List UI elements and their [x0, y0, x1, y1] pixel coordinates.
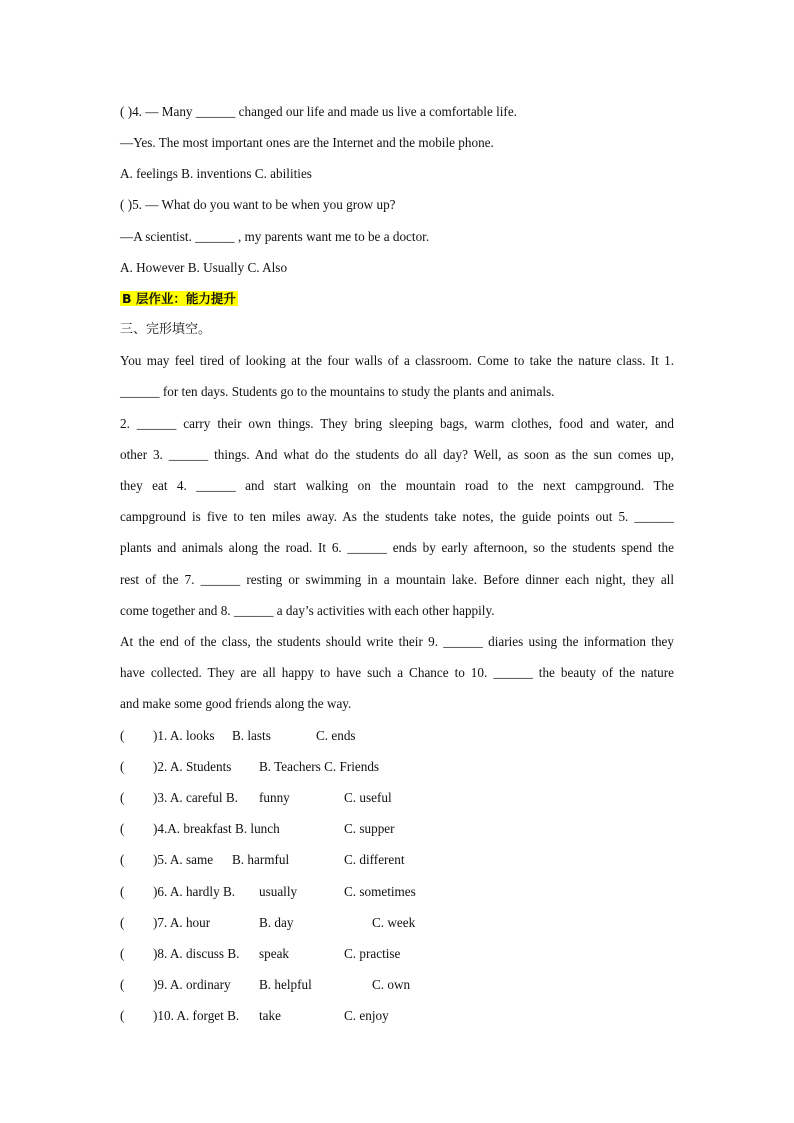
answer-paren: (	[120, 821, 125, 836]
answer-paren: (	[120, 790, 125, 805]
option-c: C. enjoy	[344, 1008, 389, 1023]
passage-line: 2. ______ carry their own things. They bring sleeping bags, warm clothes, food and water, and	[120, 416, 674, 431]
passage-line: other 3. ______ things. And what do the students do all day? Well, as soon as the sun comes up,	[120, 447, 674, 462]
answer-paren: (	[120, 759, 125, 774]
question-number-option-a: )6. A. hardly B.	[153, 884, 236, 899]
option-b: B. harmful	[232, 852, 290, 867]
question-number-option-a: )9. A. ordinary	[153, 977, 231, 992]
question-number-option-a: )8. A. discuss B.	[153, 946, 240, 961]
passage-line: they eat 4. ______ and start walking on the mountain road to the next campground. The	[120, 478, 674, 493]
question-number-option-a: )7. A. hour	[153, 915, 211, 930]
level-b-heading	[120, 291, 238, 307]
passage-line: You may feel tired of looking at the four walls of a classroom. Come to take the nature class. It 1.	[120, 353, 674, 368]
option-c: C. practise	[344, 946, 401, 961]
option-c: C. useful	[344, 790, 392, 805]
option-b: B. lasts	[232, 728, 271, 743]
option-c: C. sometimes	[344, 884, 416, 899]
question-number-option-a: )2. A. Students	[153, 759, 232, 774]
passage-line: rest of the 7. ______ resting or swimming in a mountain lake. Before dinner each night, they all	[120, 572, 674, 587]
q5-reply: —A scientist. ______ , my parents want me to be a doctor.	[120, 229, 430, 244]
option-b: usually	[259, 884, 298, 899]
question-number-option-a: )5. A. same	[153, 852, 214, 867]
q5-options: A. However B. Usually C. Also	[120, 260, 288, 275]
answer-paren: (	[120, 728, 125, 743]
q5-question: ( )5. — What do you want to be when you grow up?	[120, 197, 396, 212]
passage-line: campground is five to ten miles away. As the students take notes, the guide points out 5. ______	[120, 509, 674, 524]
answer-paren: (	[120, 884, 125, 899]
passage-line: come together and 8. ______ a day’s activities with each other happily.	[120, 603, 495, 618]
option-c: C. supper	[344, 821, 395, 836]
q4-options: A. feelings B. inventions C. abilities	[120, 166, 312, 181]
option-c: C. different	[344, 852, 405, 867]
option-b: B. Teachers C. Friends	[259, 759, 380, 774]
highlighted-heading: B 层作业：能力提升	[122, 291, 236, 306]
question-number-option-a: )1. A. looks	[153, 728, 215, 743]
passage-line: At the end of the class, the students should write their 9. ______ diaries using the information they	[120, 634, 674, 649]
q4-question: ( )4. — Many ______ changed our life and made us live a comfortable life.	[120, 104, 517, 119]
answer-paren: (	[120, 915, 125, 930]
passage-line: and make some good friends along the way.	[120, 696, 352, 711]
question-number-option-a: )10. A. forget B.	[153, 1008, 240, 1023]
option-b: take	[259, 1008, 281, 1023]
answer-paren: (	[120, 977, 125, 992]
answer-paren: (	[120, 1008, 125, 1023]
passage-line: ______ for ten days. Students go to the mountains to study the plants and animals.	[120, 384, 555, 399]
passage-line: plants and animals along the road. It 6. ______ ends by early afternoon, so the students spend the	[120, 540, 674, 555]
option-c: C. ends	[316, 728, 356, 743]
option-c: C. week	[372, 915, 416, 930]
q4-reply: —Yes. The most important ones are the Internet and the mobile phone.	[120, 135, 494, 150]
passage-line: have collected. They are all happy to have such a Chance to 10. ______ the beauty of the nature	[120, 665, 674, 680]
option-c: C. own	[372, 977, 411, 992]
answer-paren: (	[120, 946, 125, 961]
question-number-option-a: )3. A. careful B.	[153, 790, 238, 805]
section-title: 三、完形填空。	[120, 322, 212, 337]
question-number-option-a: )4.A. breakfast B. lunch	[153, 821, 280, 836]
option-b: B. helpful	[259, 977, 312, 992]
answer-paren: (	[120, 852, 125, 867]
option-b: B. day	[259, 915, 294, 930]
option-b: funny	[259, 790, 290, 805]
option-b: speak	[259, 946, 290, 961]
